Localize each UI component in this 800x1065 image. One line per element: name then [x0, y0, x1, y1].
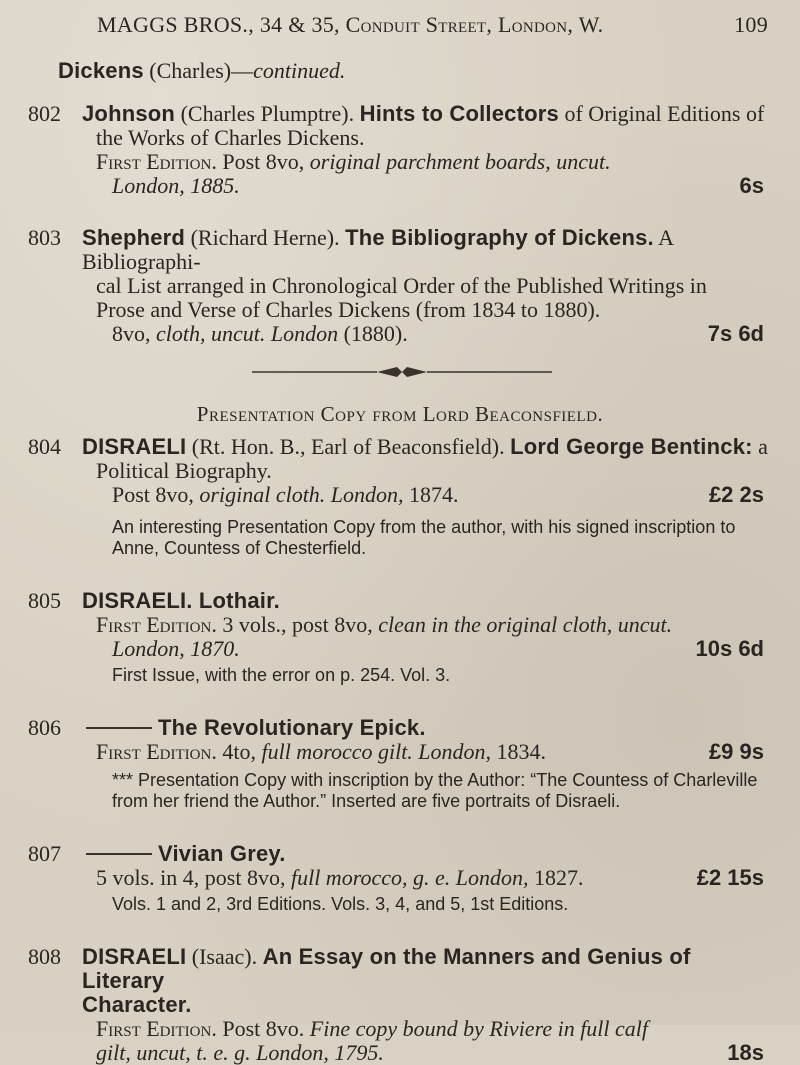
entry-802 [22, 102, 778, 198]
entry-note: An interesting Presentation Copy from the author, with his signed inscription to Anne, Countess of Chesterfield. [112, 517, 736, 558]
entry-number: 804 [28, 434, 61, 459]
section-continued: continued. [253, 58, 346, 83]
entry-body [82, 842, 778, 890]
entry-format: 5 vols. in 4, post 8vo, [96, 865, 291, 890]
entry-note: Vols. 1 and 2, 3rd Editions. Vols. 3, 4, and 5, 1st Editions. [112, 894, 569, 914]
entry-format: Post 8vo. [216, 1016, 310, 1041]
entry-date: 1874. [403, 482, 459, 507]
entry-binding: cloth, uncut. London [156, 321, 339, 346]
entry-title-rest: A Bibliographi- [82, 225, 673, 274]
entry-edition: First Edition. [96, 1016, 217, 1041]
entry-804 [22, 435, 778, 507]
entry-line: the Works of Charles Dickens. [96, 125, 365, 150]
entry-body [82, 226, 778, 346]
entry-title: Vivian Grey. [158, 841, 286, 866]
entry-title: The Revolutionary Epick. [158, 715, 426, 740]
entry-binding: Fine copy bound by Riviere in full calf [309, 1016, 649, 1041]
entry-format: Post 8vo, [216, 149, 310, 174]
entry-author: Shepherd [82, 225, 186, 250]
running-head [97, 12, 768, 38]
entry-edition: First Edition. [96, 739, 217, 764]
entry-806 [22, 716, 778, 764]
entry-body [82, 102, 778, 198]
entry-author: DISRAELI [82, 434, 187, 459]
entry-title: The Bibliography of Dickens. [345, 225, 654, 250]
entry-imprint: gilt, uncut, t. e. g. London, 1795. [96, 1040, 384, 1065]
entry-line: cal List arranged in Chronological Order of the Published Writings in [96, 273, 707, 298]
page-title: MAGGS BROS., 34 & 35, Conduit Street, London, W. [97, 12, 604, 37]
entry-author: DISRAELI. [82, 588, 193, 613]
entry-line: Prose and Verse of Charles Dickens (from 1834 to 1880). [96, 297, 601, 322]
entry-imprint: London, 1870. [112, 636, 240, 661]
entry-number: 808 [28, 944, 61, 969]
entry-805 [22, 589, 778, 661]
entry-price: £9 9s [708, 739, 764, 764]
ornamental-rule [22, 362, 778, 382]
entry-date: 1827. [528, 865, 584, 890]
page-number: 109 [734, 12, 768, 37]
entry-note: First Issue, with the error on p. 254. Vol. 3. [112, 665, 451, 685]
entry-date: (1880). [338, 321, 408, 346]
entry-807 [22, 842, 778, 890]
entry-imprint: London, 1885. [112, 173, 240, 198]
entry-body [82, 435, 778, 507]
entry-title: Hints to Collectors [359, 101, 559, 126]
ornament-icon [252, 362, 552, 382]
entry-title-rest: a [752, 434, 768, 459]
entry-author-detail: (Isaac). [186, 944, 263, 969]
entry-author-detail: (Richard Herne). [185, 225, 346, 250]
entry-line: Political Biography. [96, 458, 272, 483]
entry-title-rest: of Original Editions of [558, 101, 765, 126]
entry-price: 18s [727, 1040, 764, 1065]
entry-edition: First Edition. [96, 612, 217, 637]
entry-author-detail: (Rt. Hon. B., Earl of Beaconsfield). [186, 434, 511, 459]
presentation-heading: Presentation Copy from Lord Beaconsfield. [196, 402, 604, 426]
entry-note: *** Presentation Copy with inscription by the Author: “The Countess of Charleville from her friend the Author.” Inserted are five portraits of Disraeli. [112, 770, 758, 811]
entry-body [82, 716, 778, 764]
entry-price: £2 15s [696, 865, 764, 890]
entry-format: Post 8vo, [112, 482, 200, 507]
entry-binding: original cloth. London, [199, 482, 404, 507]
entry-803 [22, 226, 778, 346]
ditto-rule [86, 727, 152, 729]
entry-binding: original parchment boards, uncut. [309, 149, 611, 174]
entry-body [82, 945, 778, 1065]
entry-author: Johnson [82, 101, 176, 126]
entry-808 [22, 945, 778, 1065]
entry-edition: First Edition. [96, 149, 217, 174]
section-heading [58, 58, 778, 84]
entry-number: 803 [28, 225, 61, 250]
entry-price: £2 2s [708, 482, 764, 507]
section-author: Dickens [58, 58, 144, 83]
entry-binding: full morocco gilt. London, [261, 739, 492, 764]
entry-date: 1834. [491, 739, 547, 764]
entry-author: DISRAELI [82, 944, 187, 969]
entry-format: 3 vols., post 8vo, [216, 612, 379, 637]
entry-body [82, 589, 778, 661]
entry-title: Lord George Bentinck: [510, 434, 753, 459]
ditto-rule [86, 853, 152, 855]
entry-title: Lothair. [192, 588, 280, 613]
section-author-rest: (Charles)— [143, 58, 254, 83]
entry-number: 806 [28, 715, 61, 740]
entry-number: 805 [28, 588, 61, 613]
entry-binding: clean in the original cloth, uncut. [378, 612, 673, 637]
entry-binding: full morocco, g. e. London, [290, 865, 529, 890]
entry-format: 8vo, [112, 321, 156, 346]
entry-format: 4to, [216, 739, 262, 764]
entry-title: An Essay on the Manners and Genius of Literary [82, 944, 691, 993]
entry-price: 6s [739, 173, 764, 198]
entry-author-detail: (Charles Plumptre). [175, 101, 360, 126]
entry-number: 807 [28, 841, 61, 866]
entry-title-rest: Character. [82, 992, 192, 1017]
entry-price: 7s 6d [707, 321, 764, 346]
entry-price: 10s 6d [695, 636, 764, 661]
entry-number: 802 [28, 101, 61, 126]
